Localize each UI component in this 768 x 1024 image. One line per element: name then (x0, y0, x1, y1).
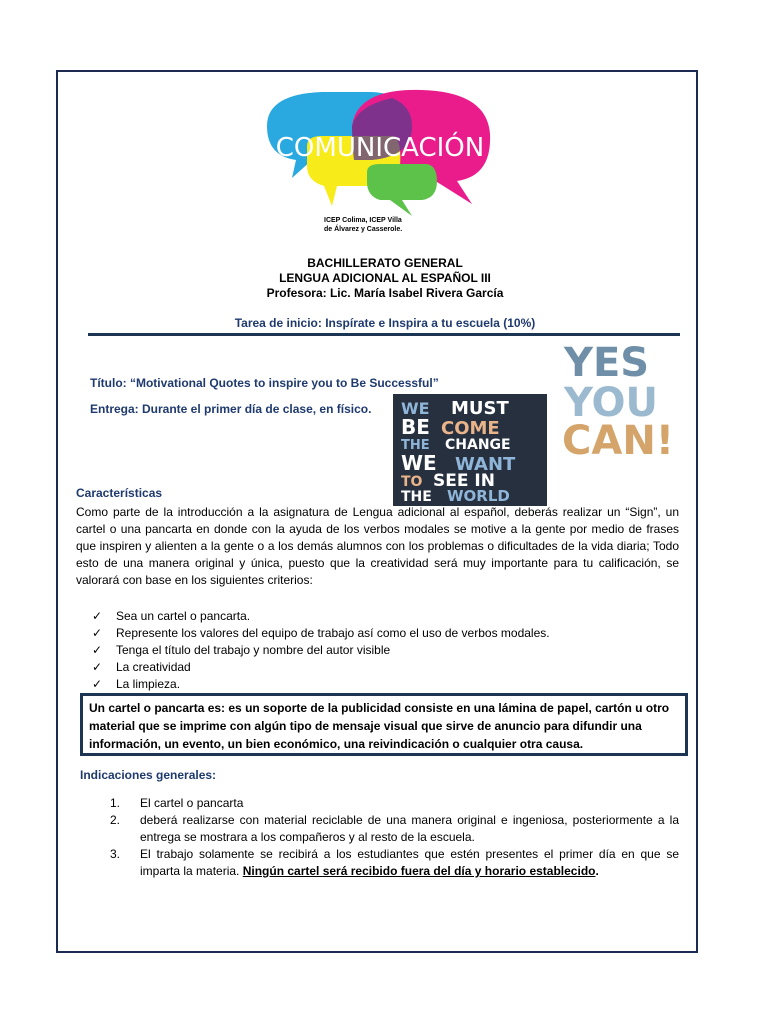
speech-bubbles-logo (262, 86, 502, 236)
logo-caption-line2: de Álvarez y Casserole. (324, 226, 403, 233)
divider-rule (88, 333, 680, 336)
svg-text:WE: WE (401, 451, 437, 475)
comunicacion-logo (262, 86, 502, 236)
intro-paragraph: Como parte de la introducción a la asignatura de Lengua adicional al español, deberás realizar un “Sign”, un cartel o una pancarta en donde con la ayuda de los verbos modales se motive a la gente por medio de frases que inspiren y alienten a la gente o a los demás alumnos con los problemas o dificultades de la vida diaria; Todo esto de una manera original y única, puesto que la creatividad será muy importante para tu calificación, se valorará con base en los siguientes criterios: (76, 505, 679, 587)
document-header (150, 256, 620, 301)
svg-text:SEE IN: SEE IN (433, 471, 495, 491)
checkmark-icon: ✓ (92, 626, 103, 640)
svg-text:WORLD: WORLD (447, 487, 510, 505)
svg-text:TO: TO (401, 474, 423, 490)
list-item: ✓ La limpieza. (92, 677, 181, 691)
list-item: 3. El trabajo solamente se recibirá a los estudiantes que estén presentes el primer día en que se imparta la materia. Ningún cartel será recibido fuera del día y horario establecido. (110, 847, 679, 878)
svg-text:WANT: WANT (455, 454, 516, 475)
svg-text:BE: BE (401, 415, 430, 439)
indicaciones-list (110, 795, 679, 880)
list-item: ✓ Sea un cartel o pancarta. (92, 609, 251, 623)
motivational-poster-image (393, 394, 547, 506)
yes-you-can-image (550, 340, 710, 458)
svg-text:YES: YES (564, 340, 650, 386)
header-course: LENGUA ADICIONAL AL ESPAÑOL III (279, 271, 491, 285)
list-item: ✓ Tenga el título del trabajo y nombre del autor visible (92, 643, 391, 657)
svg-text:CAN!: CAN! (562, 418, 675, 458)
svg-text:THE: THE (401, 489, 432, 505)
criteria-list (92, 608, 652, 693)
checkmark-icon: ✓ (92, 643, 103, 657)
svg-text:THE: THE (401, 438, 430, 453)
svg-text:MUST: MUST (451, 398, 509, 419)
logo-word: COMUNICACIÓN (275, 133, 485, 163)
svg-text:WE: WE (401, 399, 430, 418)
logo-caption-line1: ICEP Colima, ICEP Villa (324, 217, 402, 224)
indicaciones-heading: Indicaciones generales: (80, 768, 217, 782)
checkmark-icon: ✓ (92, 677, 103, 691)
list-item: 2. deberá realizarse con material reciclable de una manera original e ingeniosa, posteriormente a la entrega se mostrara a los compañeros y al resto de la escuela. (110, 813, 679, 844)
checkmark-icon: ✓ (92, 609, 103, 623)
header-teacher: Profesora: Lic. María Isabel Rivera García (266, 286, 504, 300)
delivery-line: Entrega: Durante el primer día de clase, en físico. (90, 402, 372, 416)
header-school: BACHILLERATO GENERAL (307, 256, 463, 270)
svg-text:COME: COME (441, 418, 500, 439)
checkmark-icon: ✓ (92, 660, 103, 674)
list-item: 1. El cartel o pancarta (110, 796, 244, 810)
caracteristicas-heading: Características (76, 486, 163, 500)
svg-text:YOU: YOU (564, 380, 659, 426)
poster-we-must-become (393, 394, 547, 506)
list-item: ✓ La creatividad (92, 660, 191, 674)
poster-yes-you-can (550, 340, 710, 458)
svg-text:CHANGE: CHANGE (445, 437, 511, 453)
assignment-title: Título: “Motivational Quotes to inspire you to Be Successful” (90, 376, 439, 390)
task-title: Tarea de inicio: Inspírate e Inspira a tu escuela (10%) (234, 316, 536, 330)
definition-text: Un cartel o pancarta es: es un soporte de la publicidad consiste en una lámina de papel, cartón u otro material que se imprime con algún tipo de mensaje visual que sirve de anuncio para difundir una información, un evento, un bien económico, una reivindicación o cualquier otra causa. (89, 701, 670, 751)
deadline-warning: Ningún cartel será recibido fuera del día y horario establecido (242, 864, 596, 878)
list-item: ✓ Represente los valores del equipo de trabajo así como el uso de verbos modales. (92, 626, 550, 640)
definition-box (80, 693, 688, 756)
